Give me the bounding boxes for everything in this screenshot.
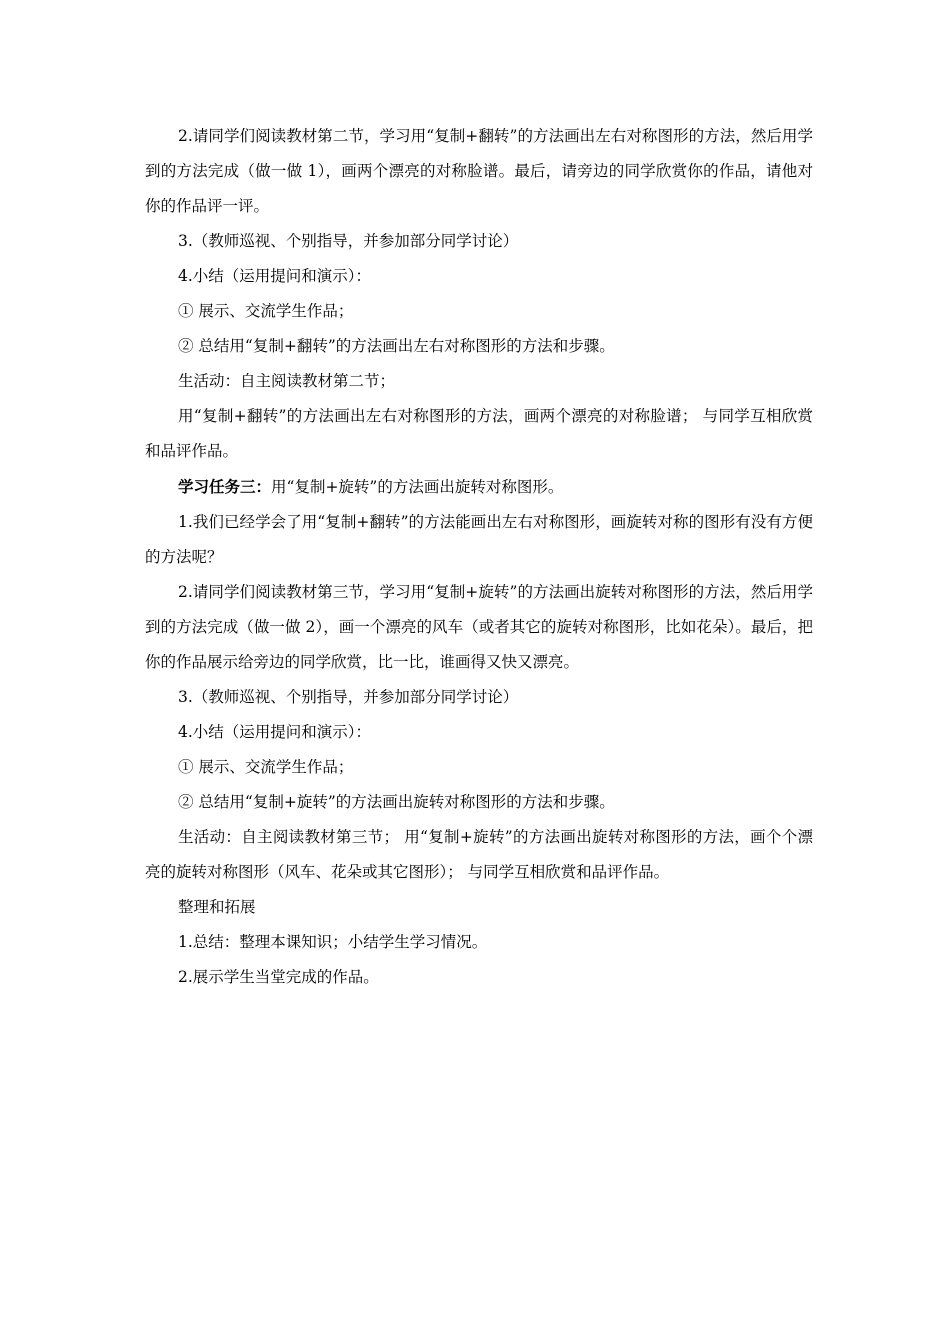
task3-heading bbox=[145, 469, 813, 505]
paragraph-wrapup-2: 2.展示学生当堂完成的作品。 bbox=[178, 968, 379, 986]
paragraph-task2-student-activity: 生活动：自主阅读教材第二节； bbox=[178, 372, 396, 390]
paragraph-task2-step4: 4.小结（运用提问和演示）： bbox=[178, 267, 372, 285]
document-body bbox=[145, 119, 813, 995]
section-heading-wrapup: 整理和拓展 bbox=[178, 898, 256, 916]
paragraph-task3-summary-1: ① 展示、交流学生作品； bbox=[178, 758, 354, 776]
paragraph-task3-summary-2: ② 总结用“复制+旋转”的方法画出旋转对称图形的方法和步骤。 bbox=[178, 793, 615, 811]
paragraph-task2-summary-1: ① 展示、交流学生作品； bbox=[178, 302, 354, 320]
paragraph-task2-step2: 2.请同学们阅读教材第二节，学习用“复制+翻转”的方法画出左右对称图形的方法，然后用学到的方法完成（做一做 1），画两个漂亮的对称脸谱。最后，请旁边的同学欣赏你的作品，请他对你的作品评一评。 bbox=[145, 127, 813, 215]
task3-label: 学习任务三： bbox=[178, 477, 272, 496]
paragraph-task3-step1: 1.我们已经学会了用“复制+翻转”的方法能画出左右对称图形，画旋转对称的图形有没有方便的方法呢？ bbox=[145, 513, 813, 566]
paragraph-task2-summary-2: ② 总结用“复制+翻转”的方法画出左右对称图形的方法和步骤。 bbox=[178, 337, 615, 355]
paragraph-task3-step3: 3.（教师巡视、个别指导，并参加部分同学讨论） bbox=[178, 688, 519, 706]
paragraph-task3-student-activity: 生活动：自主阅读教材第三节； 用“复制+旋转”的方法画出旋转对称图形的方法，画个个漂亮的旋转对称图形（风车、花朵或其它图形）； 与同学互相欣赏和品评作品。 bbox=[145, 828, 813, 881]
paragraph-task3-step4: 4.小结（运用提问和演示）： bbox=[178, 723, 372, 741]
paragraph-task3-step2: 2.请同学们阅读教材第三节，学习用“复制+旋转”的方法画出旋转对称图形的方法，然后用学到的方法完成（做一做 2），画一个漂亮的风车（或者其它的旋转对称图形，比如花朵）。最后，把你的作品展示给旁边的同学欣赏，比一比，谁画得又快又漂亮。 bbox=[145, 583, 813, 671]
paragraph-wrapup-1: 1.总结：整理本课知识；小结学生学习情况。 bbox=[178, 933, 488, 951]
paragraph-task2-step3: 3.（教师巡视、个别指导，并参加部分同学讨论） bbox=[178, 232, 519, 250]
paragraph-task2-student-activity-detail: 用“复制+翻转”的方法画出左右对称图形的方法，画两个漂亮的对称脸谱； 与同学互相欣赏和品评作品。 bbox=[145, 407, 813, 460]
task3-text: 用“复制+旋转”的方法画出旋转对称图形。 bbox=[271, 478, 564, 496]
